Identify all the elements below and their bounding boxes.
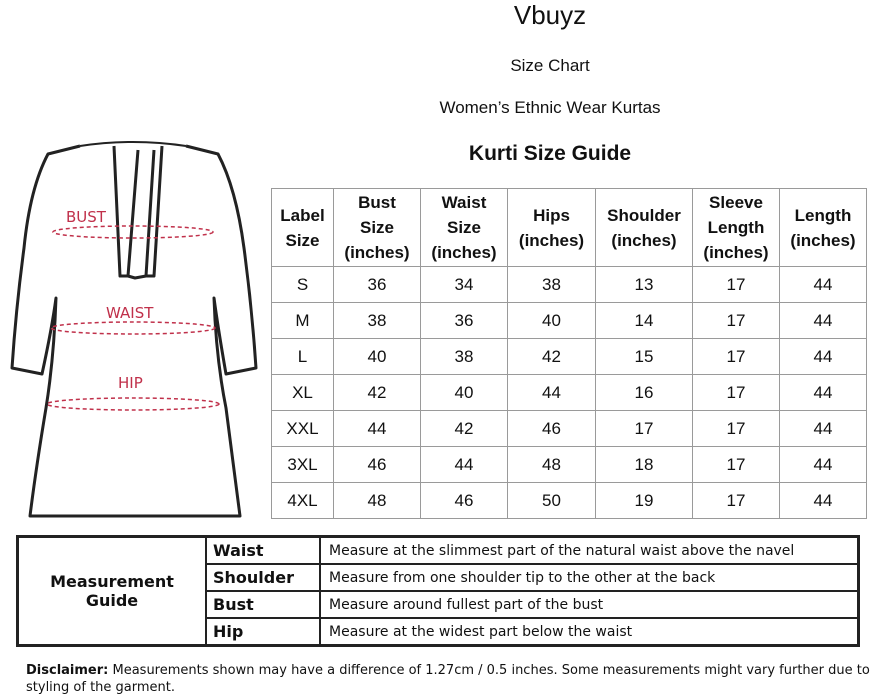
cell-length: 44	[780, 411, 867, 447]
cell-bust: 46	[334, 447, 421, 483]
guide-description-waist: Measure at the slimmest part of the natural waist above the navel	[320, 537, 859, 565]
cell-shoulder: 15	[596, 339, 693, 375]
col-header-shoulder: Shoulder (inches)	[596, 189, 693, 267]
cell-length: 44	[780, 447, 867, 483]
cell-waist: 42	[421, 411, 508, 447]
cell-hips: 42	[508, 339, 596, 375]
col-header-label-size: Label Size	[272, 189, 334, 267]
brand-name: Vbuyz	[513, 0, 587, 30]
cell-sleeve-length: 17	[693, 339, 780, 375]
cell-shoulder: 13	[596, 267, 693, 303]
guide-term-shoulder: Shoulder	[206, 564, 320, 591]
cell-hips: 48	[508, 447, 596, 483]
guide-term-bust: Bust	[206, 591, 320, 618]
cell-length: 44	[780, 375, 867, 411]
disclaimer-label: Disclaimer:	[26, 663, 109, 678]
table-row	[272, 339, 867, 375]
cell-shoulder: 18	[596, 447, 693, 483]
kurti-outline	[12, 142, 256, 516]
cell-shoulder: 14	[596, 303, 693, 339]
cell-waist: 34	[421, 267, 508, 303]
col-header-hips: Hips (inches)	[508, 189, 596, 267]
col-header-bust: Bust Size (inches)	[334, 189, 421, 267]
cell-shoulder: 16	[596, 375, 693, 411]
guide-row-waist	[18, 537, 859, 565]
size-table	[271, 188, 867, 519]
hip-line	[47, 398, 219, 410]
cell-hips: 40	[508, 303, 596, 339]
guide-term-waist: Waist	[206, 537, 320, 565]
cell-waist: 38	[421, 339, 508, 375]
guide-title: Kurti Size Guide	[468, 142, 632, 165]
col-header-length: Length (inches)	[780, 189, 867, 267]
table-row	[272, 267, 867, 303]
cell-sleeve-length: 17	[693, 447, 780, 483]
col-header-sleeve-length: Sleeve Length (inches)	[693, 189, 780, 267]
cell-waist: 36	[421, 303, 508, 339]
cell-hips: 46	[508, 411, 596, 447]
cell-hips: 50	[508, 483, 596, 519]
cell-length: 44	[780, 267, 867, 303]
col-header-waist: Waist Size (inches)	[421, 189, 508, 267]
guide-term-hip: Hip	[206, 618, 320, 646]
chart-subtitle: Size Chart	[510, 56, 590, 75]
disclaimer	[26, 662, 878, 696]
size-table-header-row	[272, 189, 867, 267]
table-row	[272, 447, 867, 483]
cell-label-size: 3XL	[272, 447, 334, 483]
cell-sleeve-length: 17	[693, 267, 780, 303]
measurement-guide-title: Measurement Guide	[18, 537, 207, 646]
waist-line	[51, 322, 215, 334]
guide-description-hip: Measure at the widest part below the waist	[320, 618, 859, 646]
table-row	[272, 375, 867, 411]
disclaimer-text: Measurements shown may have a difference of 1.27cm / 0.5 inches. Some measurements might vary further due to styling of the garment.	[26, 663, 870, 695]
kurti-illustration	[8, 128, 260, 528]
measurement-guide	[16, 535, 860, 647]
cell-bust: 44	[334, 411, 421, 447]
table-row	[272, 411, 867, 447]
cell-shoulder: 17	[596, 411, 693, 447]
cell-sleeve-length: 17	[693, 411, 780, 447]
cell-label-size: M	[272, 303, 334, 339]
cell-bust: 48	[334, 483, 421, 519]
bust-label: BUST	[66, 208, 106, 226]
waist-label: WAIST	[106, 304, 154, 322]
cell-shoulder: 19	[596, 483, 693, 519]
cell-label-size: XXL	[272, 411, 334, 447]
hip-label: HIP	[118, 374, 143, 392]
table-row	[272, 483, 867, 519]
cell-waist: 44	[421, 447, 508, 483]
size-table-body	[272, 267, 867, 519]
cell-hips: 44	[508, 375, 596, 411]
cell-hips: 38	[508, 267, 596, 303]
cell-label-size: XL	[272, 375, 334, 411]
guide-description-shoulder: Measure from one shoulder tip to the other at the back	[320, 564, 859, 591]
table-row	[272, 303, 867, 339]
cell-label-size: L	[272, 339, 334, 375]
cell-bust: 42	[334, 375, 421, 411]
cell-label-size: S	[272, 267, 334, 303]
cell-sleeve-length: 17	[693, 303, 780, 339]
cell-length: 44	[780, 339, 867, 375]
cell-bust: 38	[334, 303, 421, 339]
cell-bust: 36	[334, 267, 421, 303]
guide-description-bust: Measure around fullest part of the bust	[320, 591, 859, 618]
cell-length: 44	[780, 483, 867, 519]
cell-label-size: 4XL	[272, 483, 334, 519]
cell-waist: 40	[421, 375, 508, 411]
cell-sleeve-length: 17	[693, 375, 780, 411]
cell-waist: 46	[421, 483, 508, 519]
cell-length: 44	[780, 303, 867, 339]
category-title: Women’s Ethnic Wear Kurtas	[439, 98, 661, 117]
cell-sleeve-length: 17	[693, 483, 780, 519]
cell-bust: 40	[334, 339, 421, 375]
